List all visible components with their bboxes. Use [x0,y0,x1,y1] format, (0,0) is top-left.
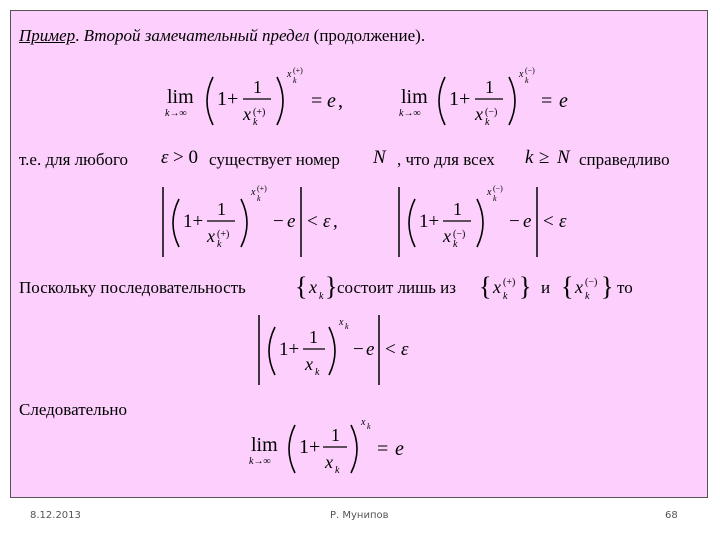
svg-text:1+: 1+ [217,88,239,110]
svg-text:−: − [353,339,364,360]
svg-text:x: x [305,354,313,374]
svg-text:k: k [503,291,508,302]
svg-text:}: } [519,272,532,301]
svg-text:x: x [339,317,344,328]
svg-text:x: x [475,104,483,124]
svg-text:N: N [557,147,570,168]
formula-set-xk-plus [477,267,537,305]
svg-text:k: k [315,367,320,378]
svg-text:e: e [287,211,296,232]
svg-text:k: k [493,194,497,203]
svg-text:(−): (−) [525,66,535,75]
svg-text:x: x [361,417,366,428]
svg-text:}: } [325,272,338,301]
svg-text:(−): (−) [493,184,503,193]
formula-limit-minus [399,63,589,133]
footer-page-number: 68 [665,510,678,521]
svg-text:−: − [273,211,284,232]
svg-text:lim: lim [251,434,278,456]
svg-text:=: = [311,90,323,112]
svg-text:x: x [309,277,317,297]
svg-text:e: e [559,90,568,112]
svg-text:e: e [366,339,375,360]
text-since-sequence: Поскольку последовательность [19,278,246,297]
svg-text:e: e [327,90,336,112]
text-consists-only: состоит лишь из [337,278,456,297]
svg-text:ε: ε [323,211,331,232]
svg-text:(+): (+) [257,184,267,193]
svg-text:k: k [253,117,258,128]
svg-text:1+: 1+ [183,211,204,232]
slide [10,10,708,498]
svg-text:1: 1 [453,199,462,219]
svg-text:(−): (−) [453,229,466,240]
svg-text:<: < [385,339,396,360]
svg-text:1: 1 [217,199,226,219]
svg-text:x: x [443,226,451,246]
svg-text:k: k [319,291,324,302]
svg-text:(+): (+) [253,107,266,118]
formula-limit-plus [161,63,361,133]
svg-text:<: < [307,211,318,232]
svg-text:k: k [293,76,297,85]
svg-text:k: k [257,194,261,203]
formula-eps-positive [159,145,209,169]
svg-text:1: 1 [331,425,340,445]
svg-text:}: } [601,272,614,301]
svg-text:(−): (−) [485,107,498,118]
svg-text:=: = [541,90,553,112]
svg-text:k: k [585,291,590,302]
svg-text:ε: ε [401,339,409,360]
svg-text:k: k [335,465,340,476]
svg-text:1: 1 [485,77,494,97]
svg-text:ε: ε [559,211,567,232]
svg-text:lim: lim [401,86,428,108]
svg-text:<: < [543,211,554,232]
svg-text:e: e [523,211,532,232]
svg-text:k: k [345,322,349,331]
slide-title [19,27,425,44]
text-for-any: т.е. для любого [19,150,129,169]
svg-text:−: − [509,211,520,232]
svg-text:k: k [525,76,529,85]
title-italic-text: Второй замечательный предел [83,26,310,45]
svg-text:x: x [287,69,292,80]
svg-text:(−): (−) [585,277,598,288]
svg-text:1+: 1+ [449,88,471,110]
svg-text:x: x [519,69,524,80]
formula-ineq-combined [255,311,415,391]
svg-text:N: N [373,147,386,168]
svg-text:,: , [333,211,338,232]
svg-text:k: k [367,422,371,431]
text-exists-number: существует номер [209,150,340,169]
svg-text:=: = [377,438,389,460]
formula-ineq-plus [159,181,359,261]
svg-text:1+: 1+ [299,436,321,458]
svg-text:k: k [453,239,458,250]
formula-set-xk [293,269,341,305]
svg-text:k→∞: k→∞ [165,108,187,119]
svg-text:≥: ≥ [539,147,550,168]
formula-limit-final [247,411,417,485]
text-then: то [617,278,633,297]
svg-text:x: x [207,226,215,246]
formula-ineq-minus [395,181,575,261]
text-therefore: Следовательно [19,400,128,419]
svg-text:x: x [251,187,256,198]
footer-author: Р. Мунипов [330,510,389,521]
text-for-all: , что для всех [397,150,495,169]
svg-text:(+): (+) [217,229,230,240]
text-and: и [541,278,551,297]
svg-text:k: k [525,147,534,168]
svg-text:{: { [561,272,574,301]
svg-text:k: k [217,239,222,250]
svg-text:k→∞: k→∞ [249,456,271,467]
svg-text:x: x [325,452,333,472]
footer-date: 8.12.2013 [30,510,81,521]
svg-text:x: x [243,104,251,124]
svg-text:> 0: > 0 [173,147,198,168]
svg-text:,: , [338,90,343,112]
svg-text:{: { [295,272,308,301]
formula-n [371,145,397,169]
svg-text:lim: lim [167,86,194,108]
formula-set-xk-minus [559,267,619,305]
svg-text:ε: ε [161,147,169,168]
svg-text:k→∞: k→∞ [399,108,421,119]
text-holds: справедливо [579,150,670,169]
svg-text:{: { [479,272,492,301]
title-rest-text: (продолжение). [313,26,426,45]
svg-text:(+): (+) [293,66,303,75]
svg-text:(+): (+) [503,277,516,288]
svg-text:x: x [493,277,501,297]
svg-text:1: 1 [253,77,262,97]
svg-text:x: x [575,277,583,297]
svg-text:1: 1 [309,327,318,347]
svg-text:k: k [485,117,490,128]
svg-text:1+: 1+ [279,339,300,360]
svg-text:1+: 1+ [419,211,440,232]
svg-text:x: x [487,187,492,198]
svg-text:e: e [395,438,404,460]
title-dot: . [75,26,80,45]
title-example-word: Пример [19,26,76,45]
